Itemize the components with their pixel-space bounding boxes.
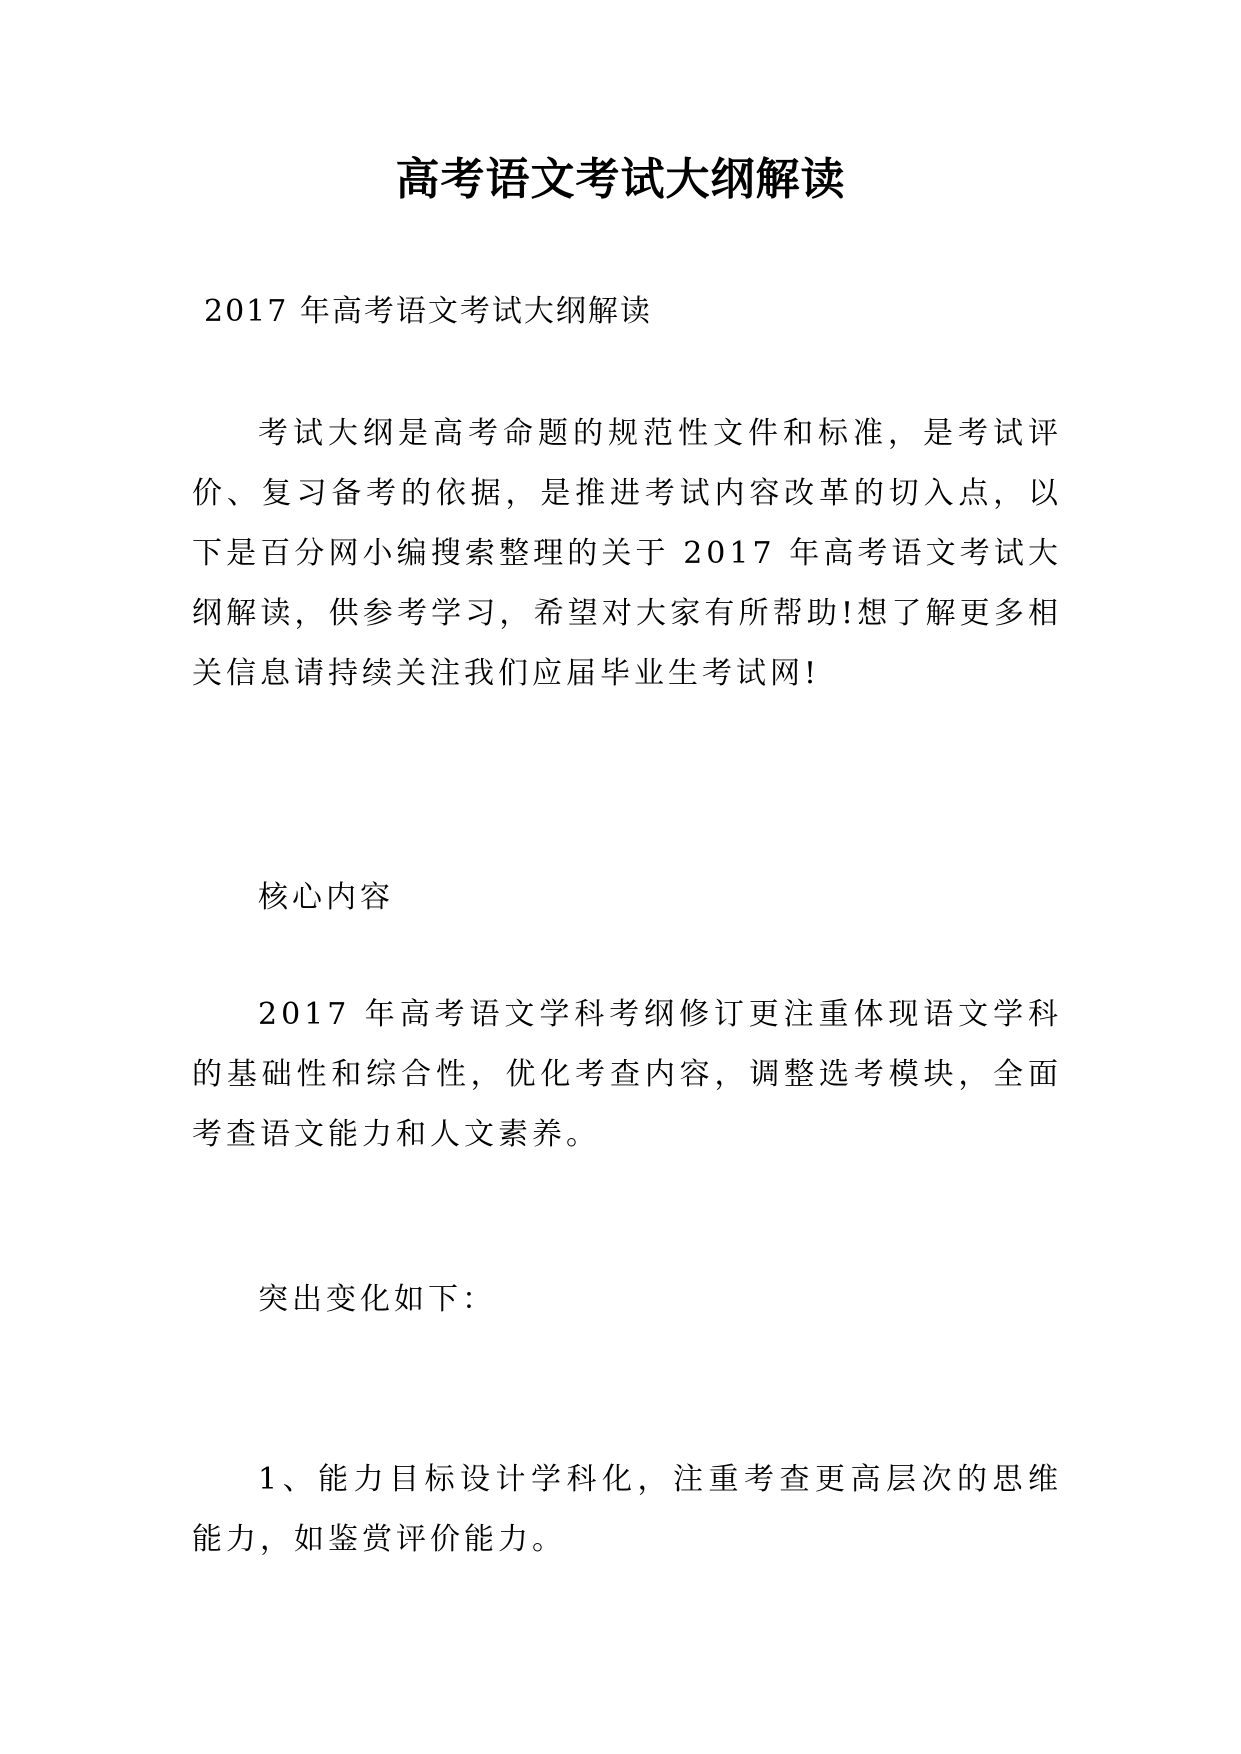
changes-heading-paragraph: 突出变化如下： [258,1282,496,1317]
document-subtitle: 2017 年高考语文考试大纲解读 [204,294,652,329]
change-item-1-paragraph: 1、能力目标设计学科化，注重考查更高层次的思维能力，如鉴赏评价能力。 [192,1462,1062,1557]
intro-paragraph: 考试大纲是高考命题的规范性文件和标准，是考试评价、复习备考的依据，是推进考试内容改革的切入点，以下是百分网小编搜索整理的关于 2017 年高考语文考试大纲解读，供参考学习，希望对大家有所帮助!想了解更多相关信息请持续关注我们应届毕业生考试网! [192,416,1062,691]
core-content-paragraph: 2017 年高考语文学科考纲修订更注重体现语文学科的基础性和综合性，优化考查内容，调整选考模块，全面考查语文能力和人文素养。 [192,997,1062,1152]
section-heading-core-content: 核心内容 [258,880,394,915]
document-title: 高考语文考试大纲解读 [395,154,846,205]
